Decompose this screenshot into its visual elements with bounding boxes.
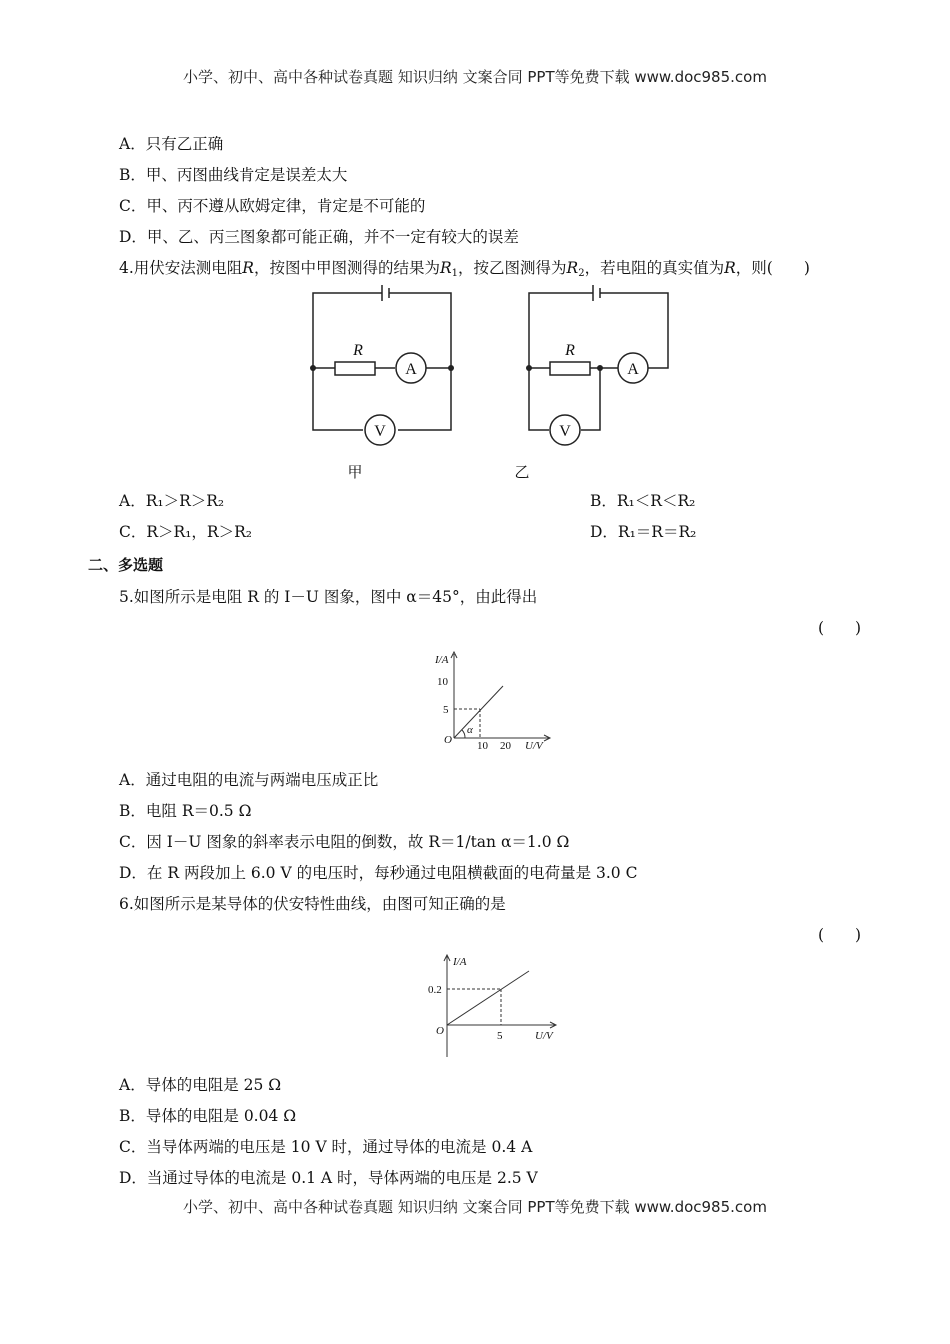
q4-circuit-diagrams bbox=[300, 285, 690, 485]
q5-xtick-10: 10 bbox=[477, 740, 488, 752]
q6-ylabel: I/A bbox=[453, 956, 467, 968]
q6-option-c: C．当导体两端的电压是 10 V 时，通过导体的电流是 0.4 A bbox=[119, 1138, 533, 1156]
q5-option-d: D．在 R 两段加上 6.0 V 的电压时，每秒通过电阻横截面的电荷量是 3.0 C bbox=[119, 864, 638, 882]
q3-option-d: D．甲、乙、丙三图象都可能正确，并不一定有较大的误差 bbox=[119, 228, 519, 246]
q6-origin: O bbox=[436, 1025, 444, 1037]
q5-stem: 5.如图所示是电阻 R 的 I－U 图象，图中 α＝45°，由此得出 bbox=[119, 588, 538, 606]
label-jia: 甲 bbox=[347, 465, 363, 481]
q6-xlabel: U/V bbox=[535, 1030, 553, 1042]
q5-ylabel: I/A bbox=[435, 654, 449, 666]
q5-option-b: B．电阻 R＝0.5 Ω bbox=[119, 802, 252, 820]
jia-a-label: A bbox=[405, 361, 417, 378]
section-heading: 二、多选题 bbox=[88, 556, 164, 574]
jia-r-label: R bbox=[353, 342, 363, 359]
q6-bracket: ( ) bbox=[818, 926, 862, 944]
q5-line bbox=[454, 686, 503, 738]
q6-stem: 6.如图所示是某导体的伏安特性曲线，由图可知正确的是 bbox=[119, 895, 506, 913]
q4-option-b: B．R₁＜R＜R₂ bbox=[590, 492, 696, 510]
yi-r-label: R bbox=[565, 342, 575, 359]
q5-iu-graph bbox=[425, 648, 555, 756]
label-yi: 乙 bbox=[514, 465, 530, 481]
page-footer: 小学、初中、高中各种试卷真题 知识归纳 文案合同 PPT等免费下载 www.doc985.com bbox=[183, 1198, 767, 1216]
q5-ytick-5: 5 bbox=[443, 704, 449, 716]
jia-v-label: V bbox=[374, 423, 386, 440]
q4-option-c: C．R＞R₁，R＞R₂ bbox=[119, 523, 252, 541]
yi-a-label: A bbox=[627, 361, 639, 378]
q5-xlabel: U/V bbox=[525, 740, 543, 752]
q6-option-a: A．导体的电阻是 25 Ω bbox=[119, 1076, 282, 1094]
page-header: 小学、初中、高中各种试卷真题 知识归纳 文案合同 PPT等免费下载 www.doc985.com bbox=[183, 68, 767, 86]
q5-option-a: A．通过电阻的电流与两端电压成正比 bbox=[119, 771, 379, 789]
q5-bracket: ( ) bbox=[818, 619, 862, 637]
q5-option-c: C．因 I－U 图象的斜率表示电阻的倒数，故 R＝1/tan α＝1.0 Ω bbox=[119, 833, 570, 851]
q3-option-b: B．甲、丙图曲线肯定是误差太大 bbox=[119, 166, 348, 184]
q4-stem: 4.用伏安法测电阻R，按图中甲图测得的结果为$R_1$，按乙图测得为$R_2$，若电阻的真实值为R，则( ) bbox=[119, 259, 810, 279]
q4-option-a: A．R₁＞R＞R₂ bbox=[119, 492, 225, 510]
q6-xtick: 5 bbox=[497, 1030, 503, 1042]
yi-resistor bbox=[550, 362, 590, 375]
q6-option-b: B．导体的电阻是 0.04 Ω bbox=[119, 1107, 297, 1125]
q3-option-c: C．甲、丙不遵从欧姆定律，肯定是不可能的 bbox=[119, 197, 426, 215]
jia-resistor bbox=[335, 362, 375, 375]
q4-option-d: D．R₁＝R＝R₂ bbox=[590, 523, 697, 541]
q6-option-d: D．当通过导体的电流是 0.1 A 时，导体两端的电压是 2.5 V bbox=[119, 1169, 538, 1187]
q6-iu-graph bbox=[425, 953, 565, 1065]
yi-v-label: V bbox=[559, 423, 571, 440]
q3-option-a: A．只有乙正确 bbox=[119, 135, 224, 153]
q5-ytick-10: 10 bbox=[437, 676, 448, 688]
q5-origin: O bbox=[444, 734, 452, 746]
q5-xtick-20: 20 bbox=[500, 740, 511, 752]
q6-ytick: 0.2 bbox=[428, 984, 442, 996]
q6-line bbox=[447, 971, 529, 1025]
q5-angle: α bbox=[467, 724, 473, 736]
